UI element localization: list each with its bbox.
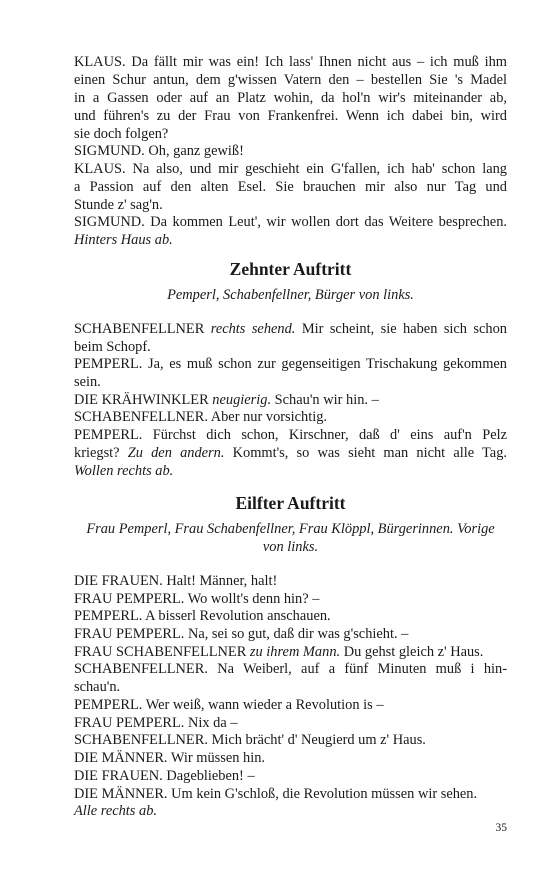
text-line: a Passion auf den alten Esel. Sie brauchen mir also nur Tag und (74, 179, 507, 195)
dialogue-line: SCHABENFELLNER. Mich brächt' d' Neugierd um z' Haus. (74, 732, 426, 748)
scene-stage-direction: Frau Pemperl, Frau Schabenfellner, Frau Klöppl, Bürgerinnen. Vorige (86, 521, 495, 537)
dialogue-line: sein. (74, 374, 101, 390)
stage-direction: Hinters Haus ab. (74, 232, 173, 248)
dialogue-line: FRAU PEMPERL. Wo wollt's denn hin? – (74, 591, 320, 607)
dialogue-line: beim Schopf. (74, 339, 151, 355)
dialogue-line: DIE FRAUEN. Halt! Männer, halt! (74, 573, 278, 589)
text-line: und führen's zu der Frau von Frankenfrei. Wenn ich dabei bin, wird (74, 108, 507, 124)
scene-heading: Eilfter Auftritt (235, 493, 346, 513)
dialogue-line: SCHABENFELLNER. Na Weiberl, auf a fünf Minuten muß i hin- (74, 661, 507, 677)
dialogue-line: kriegst? Zu den andern. Kommt's, so was sieht man nicht alle Tag. (74, 445, 507, 461)
text-line: SIGMUND. Oh, ganz gewiß! (74, 143, 244, 159)
dialogue-line: PEMPERL. A bisserl Revolution anschauen. (74, 608, 331, 624)
dialogue-line: DIE MÄNNER. Um kein G'schloß, die Revolution müssen wir sehen. (74, 786, 478, 802)
text-line: Stunde z' sag'n. (74, 197, 163, 213)
text-line: KLAUS. Da fällt mir was ein! Ich lass' Ihnen nicht aus – ich muß ihm (74, 54, 507, 70)
text-line: SIGMUND. Da kommen Leut', wir wollen dort das Weitere besprechen. (74, 214, 507, 230)
scene-stage-direction: Pemperl, Schabenfellner, Bürger von links. (167, 287, 414, 303)
scene-heading: Zehnter Auftritt (229, 259, 352, 279)
stage-direction: Alle rechts ab. (74, 803, 157, 819)
dialogue-line: FRAU SCHABENFELLNER zu ihrem Mann. Du gehst gleich z' Haus. (74, 644, 484, 660)
dialogue-line: PEMPERL. Wer weiß, wann wieder a Revolution is – (74, 697, 384, 713)
dialogue-line: PEMPERL. Ja, es muß schon zur gegenseitigen Trischakung gekommen (74, 356, 507, 372)
dialogue-line: SCHABENFELLNER. Aber nur vorsichtig. (74, 409, 328, 425)
dialogue-line: FRAU PEMPERL. Nix da – (74, 715, 238, 731)
stage-direction: Wollen rechts ab. (74, 463, 174, 479)
dialogue-line: PEMPERL. Fürchst dich schon, Kirschner, daß d' eins auf'n Pelz (74, 427, 507, 443)
dialogue-line: DIE KRÄHWINKLER neugierig. Schau'n wir hin. – (74, 392, 379, 408)
text-line: sie doch folgen? (74, 126, 169, 142)
dialogue-line: SCHABENFELLNER rechts sehend. Mir scheint, sie haben sich schon (74, 321, 508, 337)
dialogue-line: FRAU PEMPERL. Na, sei so gut, daß dir was g'schieht. – (74, 626, 409, 642)
dialogue-line: DIE FRAUEN. Dageblieben! – (74, 768, 255, 784)
page-number: 35 (495, 822, 507, 834)
dialogue-line: DIE MÄNNER. Wir müssen hin. (74, 750, 266, 766)
text-line: KLAUS. Na also, und mir geschieht ein G'fallen, ich hab' schon lang (74, 161, 507, 177)
dialogue-line: schau'n. (74, 679, 121, 695)
text-line: in a Gassen oder auf an Platz wohin, da hol'n wir's miteinander ab, (74, 90, 507, 106)
scene-stage-direction: von links. (262, 539, 319, 555)
text-line: einen Schur antun, dem g'wissen Vatern den – bestellen Sie 's Madel (74, 72, 507, 88)
